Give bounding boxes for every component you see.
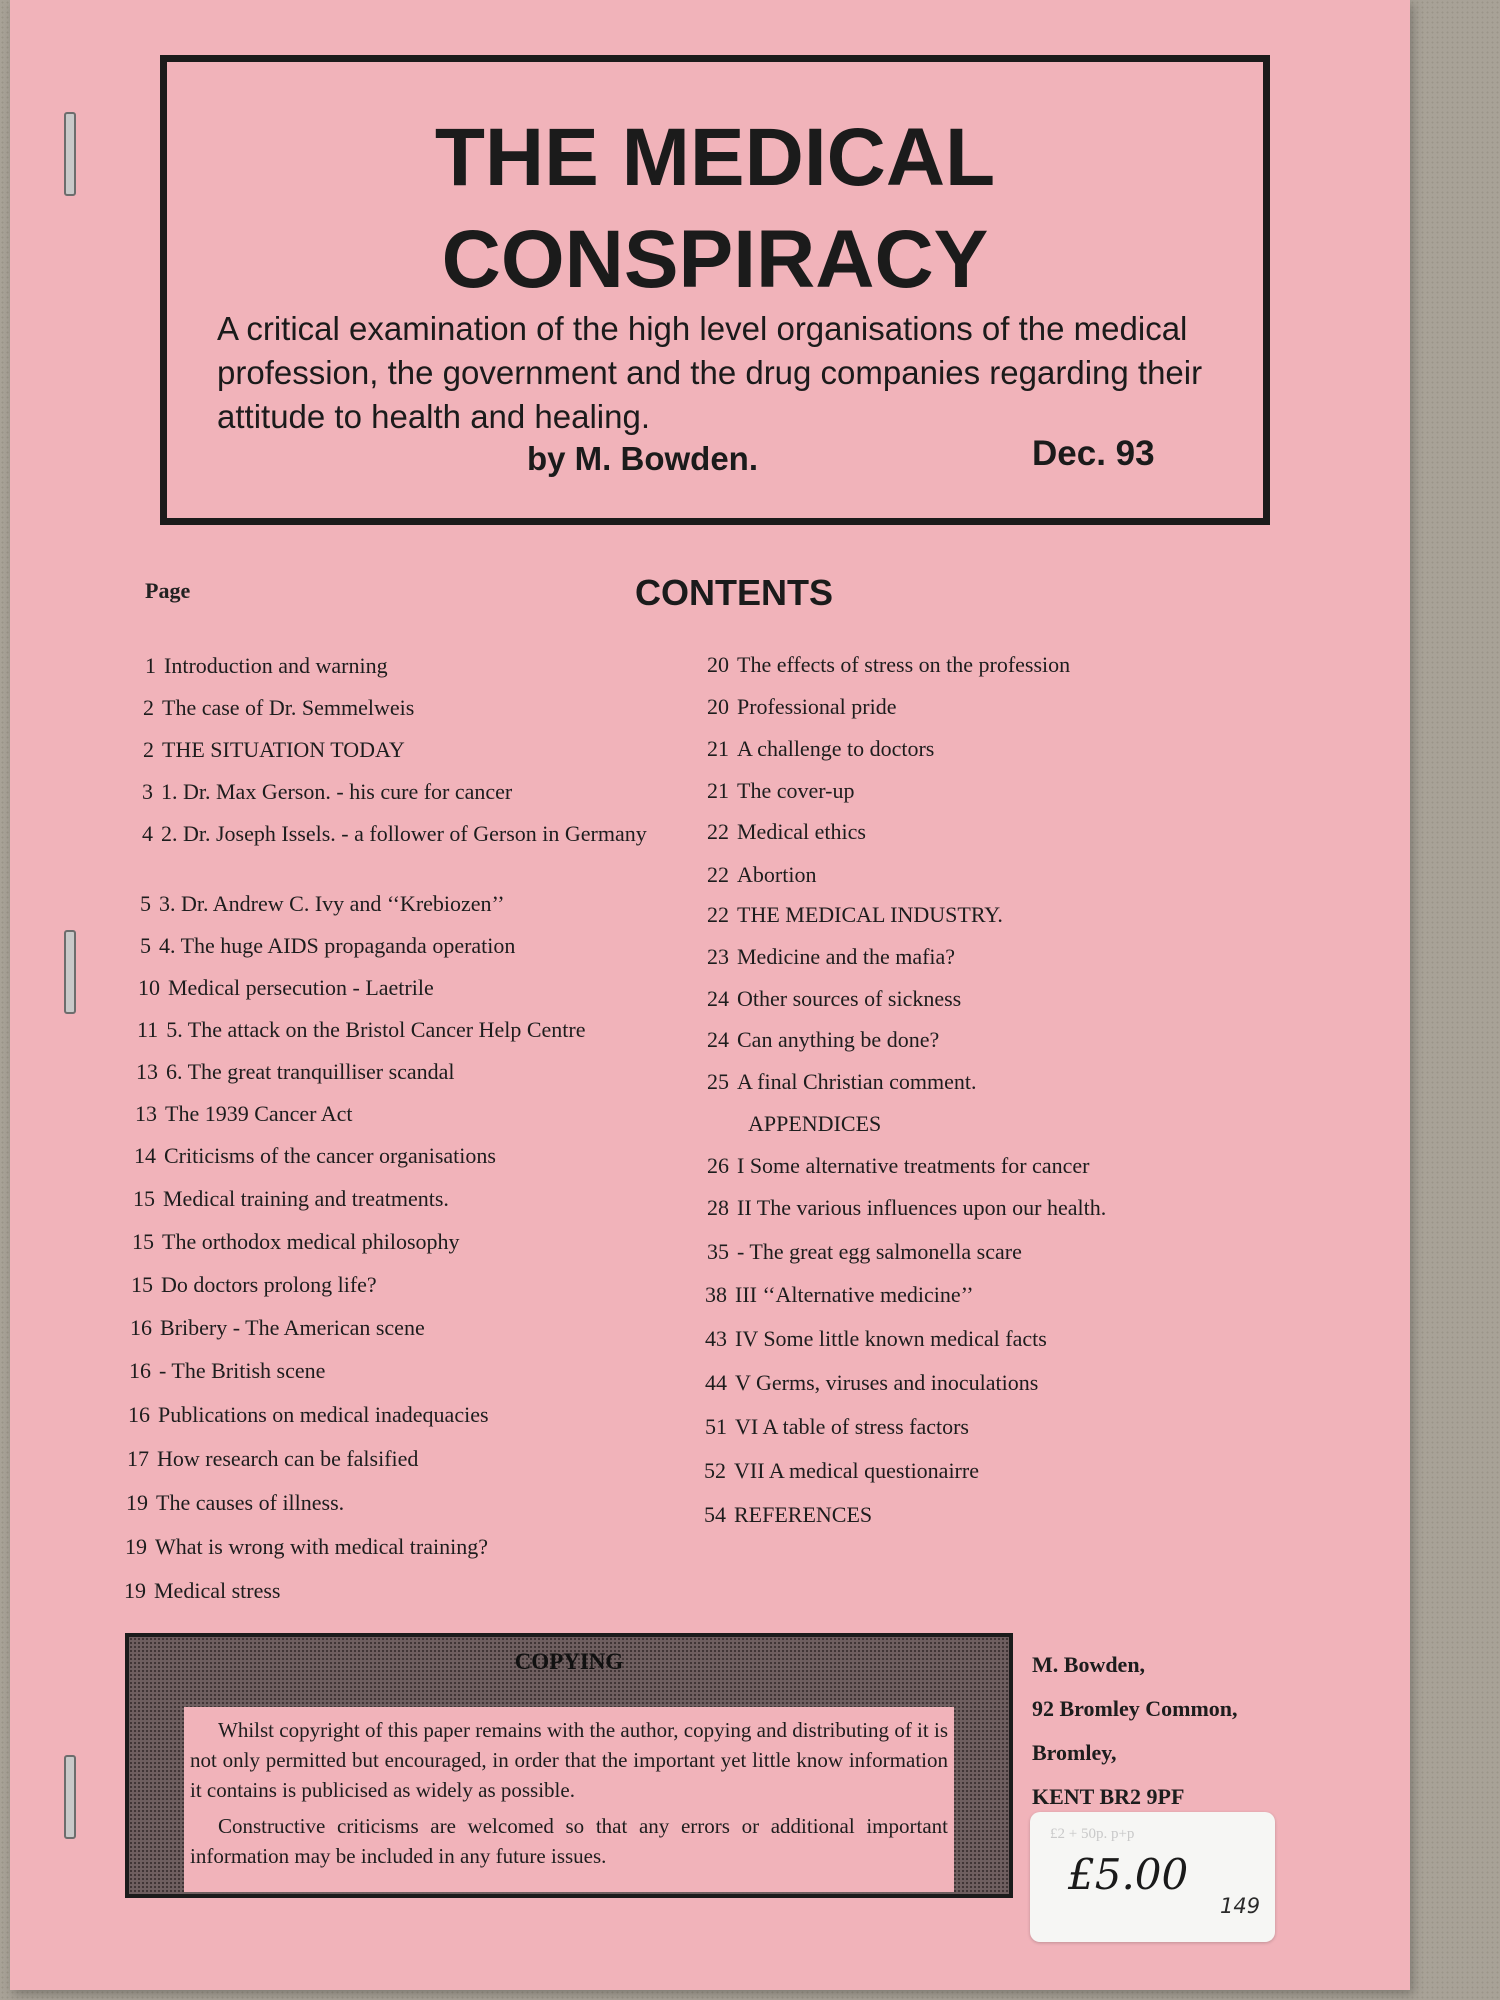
toc-page-number: 23 [707, 944, 729, 969]
toc-entry [135, 1100, 353, 1128]
printed-price: £2 + 50p. p+p [1050, 1826, 1135, 1842]
toc-title: 1. Dr. Max Gerson. - his cure for cancer [161, 779, 513, 804]
toc-title: - The British scene [159, 1358, 326, 1383]
toc-entry [707, 818, 866, 846]
toc-entry [704, 1457, 979, 1485]
toc-page-number: 52 [704, 1458, 726, 1483]
toc-page-number: 15 [132, 1229, 154, 1254]
toc-title: Professional pride [737, 694, 897, 719]
toc-entry [707, 735, 934, 763]
toc-title: The effects of stress on the profession [737, 652, 1071, 677]
toc-entry [130, 1314, 425, 1342]
toc-title: Medicine and the mafia? [737, 944, 956, 969]
toc-entry [126, 1489, 344, 1517]
toc-page-number: 10 [138, 975, 160, 1000]
toc-entry [707, 1026, 939, 1054]
toc-title: How research can be falsified [157, 1446, 419, 1471]
issue-date: Dec. 93 [1032, 434, 1155, 473]
toc-entry [132, 1228, 460, 1256]
toc-entry [705, 1413, 969, 1441]
toc-page-number: 24 [707, 1027, 729, 1052]
toc-entry [145, 652, 388, 680]
toc-page-number: 22 [707, 902, 729, 927]
toc-page-number: 22 [707, 862, 729, 887]
toc-entry [143, 736, 405, 764]
toc-entry [142, 820, 682, 848]
toc-title: THE SITUATION TODAY [162, 737, 405, 762]
copying-notice-box [125, 1633, 1013, 1898]
toc-title: Bribery - The American scene [160, 1315, 425, 1340]
toc-title: III ‘‘Alternative medicine’’ [735, 1282, 974, 1307]
toc-page-number: 14 [134, 1143, 156, 1168]
copying-heading: COPYING [514, 1649, 624, 1674]
toc-page-number: 13 [136, 1059, 158, 1084]
toc-title: VII A medical questionairre [734, 1458, 979, 1483]
toc-page-number: 11 [137, 1017, 159, 1042]
toc-page-number: 16 [128, 1402, 150, 1427]
author-byline: by M. Bowden. [527, 440, 758, 477]
author-address [1032, 1643, 1238, 1819]
toc-entry [140, 890, 505, 918]
toc-title: REFERENCES [734, 1502, 873, 1527]
toc-title: 6. The great tranquilliser scandal [166, 1059, 455, 1084]
toc-page-number: 54 [704, 1502, 726, 1527]
toc-page-number: 51 [705, 1414, 727, 1439]
toc-page-number: 15 [133, 1186, 155, 1211]
toc-page-number: 26 [707, 1153, 729, 1178]
toc-title: 4. The huge AIDS propaganda operation [159, 933, 516, 958]
toc-entry [707, 1068, 977, 1096]
toc-title: 3. Dr. Andrew C. Ivy and ‘‘Krebiozen’’ [159, 891, 505, 916]
toc-title: 2. Dr. Joseph Issels. - a follower of Gerson in Germany [161, 821, 647, 846]
toc-title: Can anything be done? [737, 1027, 940, 1052]
toc-title: 5. The attack on the Bristol Cancer Help Centre [166, 1017, 586, 1042]
toc-entry [707, 1194, 1106, 1222]
copying-notice-body [184, 1707, 954, 1892]
contents-heading: CONTENTS [635, 572, 833, 613]
toc-entry [705, 1281, 974, 1309]
toc-title: The 1939 Cancer Act [165, 1101, 353, 1126]
toc-entry [136, 1058, 455, 1086]
toc-entry [707, 693, 896, 721]
toc-page-number: 35 [707, 1239, 729, 1264]
toc-entry [704, 1501, 872, 1529]
toc-title: The cover-up [737, 778, 855, 803]
toc-page-number: 38 [705, 1282, 727, 1307]
document-page [10, 0, 1410, 1990]
toc-entry [129, 1357, 325, 1385]
toc-title: - The great egg salmonella scare [737, 1239, 1022, 1264]
staple-top [64, 112, 76, 196]
toc-page-number: 19 [125, 1534, 147, 1559]
toc-title: Criticisms of the cancer organisations [164, 1143, 496, 1168]
toc-title: Medical ethics [737, 819, 866, 844]
toc-entry [142, 778, 512, 806]
toc-title: The causes of illness. [156, 1490, 345, 1515]
document-title: THE MEDICAL CONSPIRACY [434, 112, 996, 305]
staple-bottom [64, 1755, 76, 1839]
toc-title: Introduction and warning [164, 653, 388, 678]
toc-title: What is wrong with medical training? [155, 1534, 488, 1559]
toc-entry [705, 1325, 1047, 1353]
toc-title: V Germs, viruses and inoculations [735, 1370, 1039, 1395]
toc-title: The case of Dr. Semmelweis [162, 695, 415, 720]
toc-entry [707, 943, 955, 971]
title-box [160, 55, 1270, 525]
address-street: 92 Bromley Common, [1032, 1696, 1238, 1721]
toc-page-number: 16 [130, 1315, 152, 1340]
toc-entry [134, 1142, 496, 1170]
toc-entry [140, 932, 515, 960]
toc-page-number: 13 [135, 1101, 157, 1126]
toc-page-number: 19 [126, 1490, 148, 1515]
toc-title: Medical stress [154, 1578, 281, 1603]
toc-title: Publications on medical inadequacies [158, 1402, 489, 1427]
toc-page-number: 19 [124, 1578, 146, 1603]
toc-page-number: 21 [707, 736, 729, 761]
toc-page-number: 15 [131, 1272, 153, 1297]
toc-title: IV Some little known medical facts [735, 1326, 1047, 1351]
toc-page-number: 5 [140, 891, 151, 916]
toc-entry [707, 985, 961, 1013]
toc-entry [137, 1016, 586, 1044]
toc-title: I Some alternative treatments for cancer [737, 1153, 1090, 1178]
handwritten-number: 149 [1220, 1894, 1261, 1918]
toc-entry [128, 1401, 489, 1429]
document-subtitle: A critical examination of the high level organisations of the medical profession, the government and the drug companies regarding their attitude to health and healing. [217, 310, 1203, 435]
toc-page-number: 20 [707, 694, 729, 719]
toc-entry [705, 1369, 1038, 1397]
toc-title: A challenge to doctors [737, 736, 935, 761]
toc-title: APPENDICES [748, 1111, 882, 1136]
copying-paragraph: Constructive criticisms are welcomed so that any errors or additional important information may be included in any future issues. [190, 1814, 948, 1868]
handwritten-price: £5.00 [1068, 1850, 1189, 1899]
toc-title: Other sources of sickness [737, 986, 962, 1011]
toc-page-number: 25 [707, 1069, 729, 1094]
toc-page-number: 16 [129, 1358, 151, 1383]
toc-title: Do doctors prolong life? [161, 1272, 377, 1297]
toc-page-number: 2 [143, 695, 154, 720]
price-sticker [1030, 1812, 1275, 1942]
toc-entry [133, 1185, 449, 1213]
address-name: M. Bowden, [1032, 1652, 1146, 1677]
toc-page-number: 43 [705, 1326, 727, 1351]
toc-entry [707, 1238, 1022, 1266]
toc-title: THE MEDICAL INDUSTRY. [737, 902, 1003, 927]
toc-entry [125, 1533, 488, 1561]
toc-page-number: 22 [707, 819, 729, 844]
toc-entry [707, 651, 1070, 679]
staple-middle [64, 930, 76, 1014]
page-column-header: Page [145, 578, 191, 603]
toc-title: VI A table of stress factors [735, 1414, 969, 1439]
toc-entry [138, 974, 434, 1002]
toc-title: Medical persecution - Laetrile [168, 975, 434, 1000]
toc-page-number: 21 [707, 778, 729, 803]
toc-entry [131, 1271, 377, 1299]
toc-page-number: 3 [142, 779, 153, 804]
toc-title: Medical training and treatments. [163, 1186, 449, 1211]
toc-title: Abortion [737, 862, 817, 887]
toc-page-number: 17 [127, 1446, 149, 1471]
toc-entry [124, 1577, 280, 1605]
toc-page-number: 2 [143, 737, 154, 762]
toc-title: A final Christian comment. [737, 1069, 977, 1094]
toc-page-number: 44 [705, 1370, 727, 1395]
toc-entry [740, 1110, 881, 1138]
toc-title: II The various influences upon our health. [737, 1195, 1107, 1220]
copying-paragraph: Whilst copyright of this paper remains with the author, copying and distributing of it is not only permitted but encouraged, in order that the important yet little know information it contains is publicised as widely as possible. [190, 1718, 948, 1802]
toc-page-number: 5 [140, 933, 151, 958]
toc-entry [127, 1445, 418, 1473]
toc-page-number: 28 [707, 1195, 729, 1220]
toc-entry [707, 777, 854, 805]
toc-title: The orthodox medical philosophy [162, 1229, 460, 1254]
toc-page-number: 1 [145, 653, 156, 678]
toc-entry [707, 861, 816, 889]
toc-page-number: 4 [142, 821, 153, 846]
toc-page-number: 24 [707, 986, 729, 1011]
address-town: Bromley, [1032, 1740, 1117, 1765]
toc-entry [707, 1152, 1089, 1180]
toc-entry [143, 694, 414, 722]
toc-page-number: 20 [707, 652, 729, 677]
toc-entry [707, 901, 1003, 929]
address-postcode: KENT BR2 9PF [1032, 1784, 1185, 1809]
